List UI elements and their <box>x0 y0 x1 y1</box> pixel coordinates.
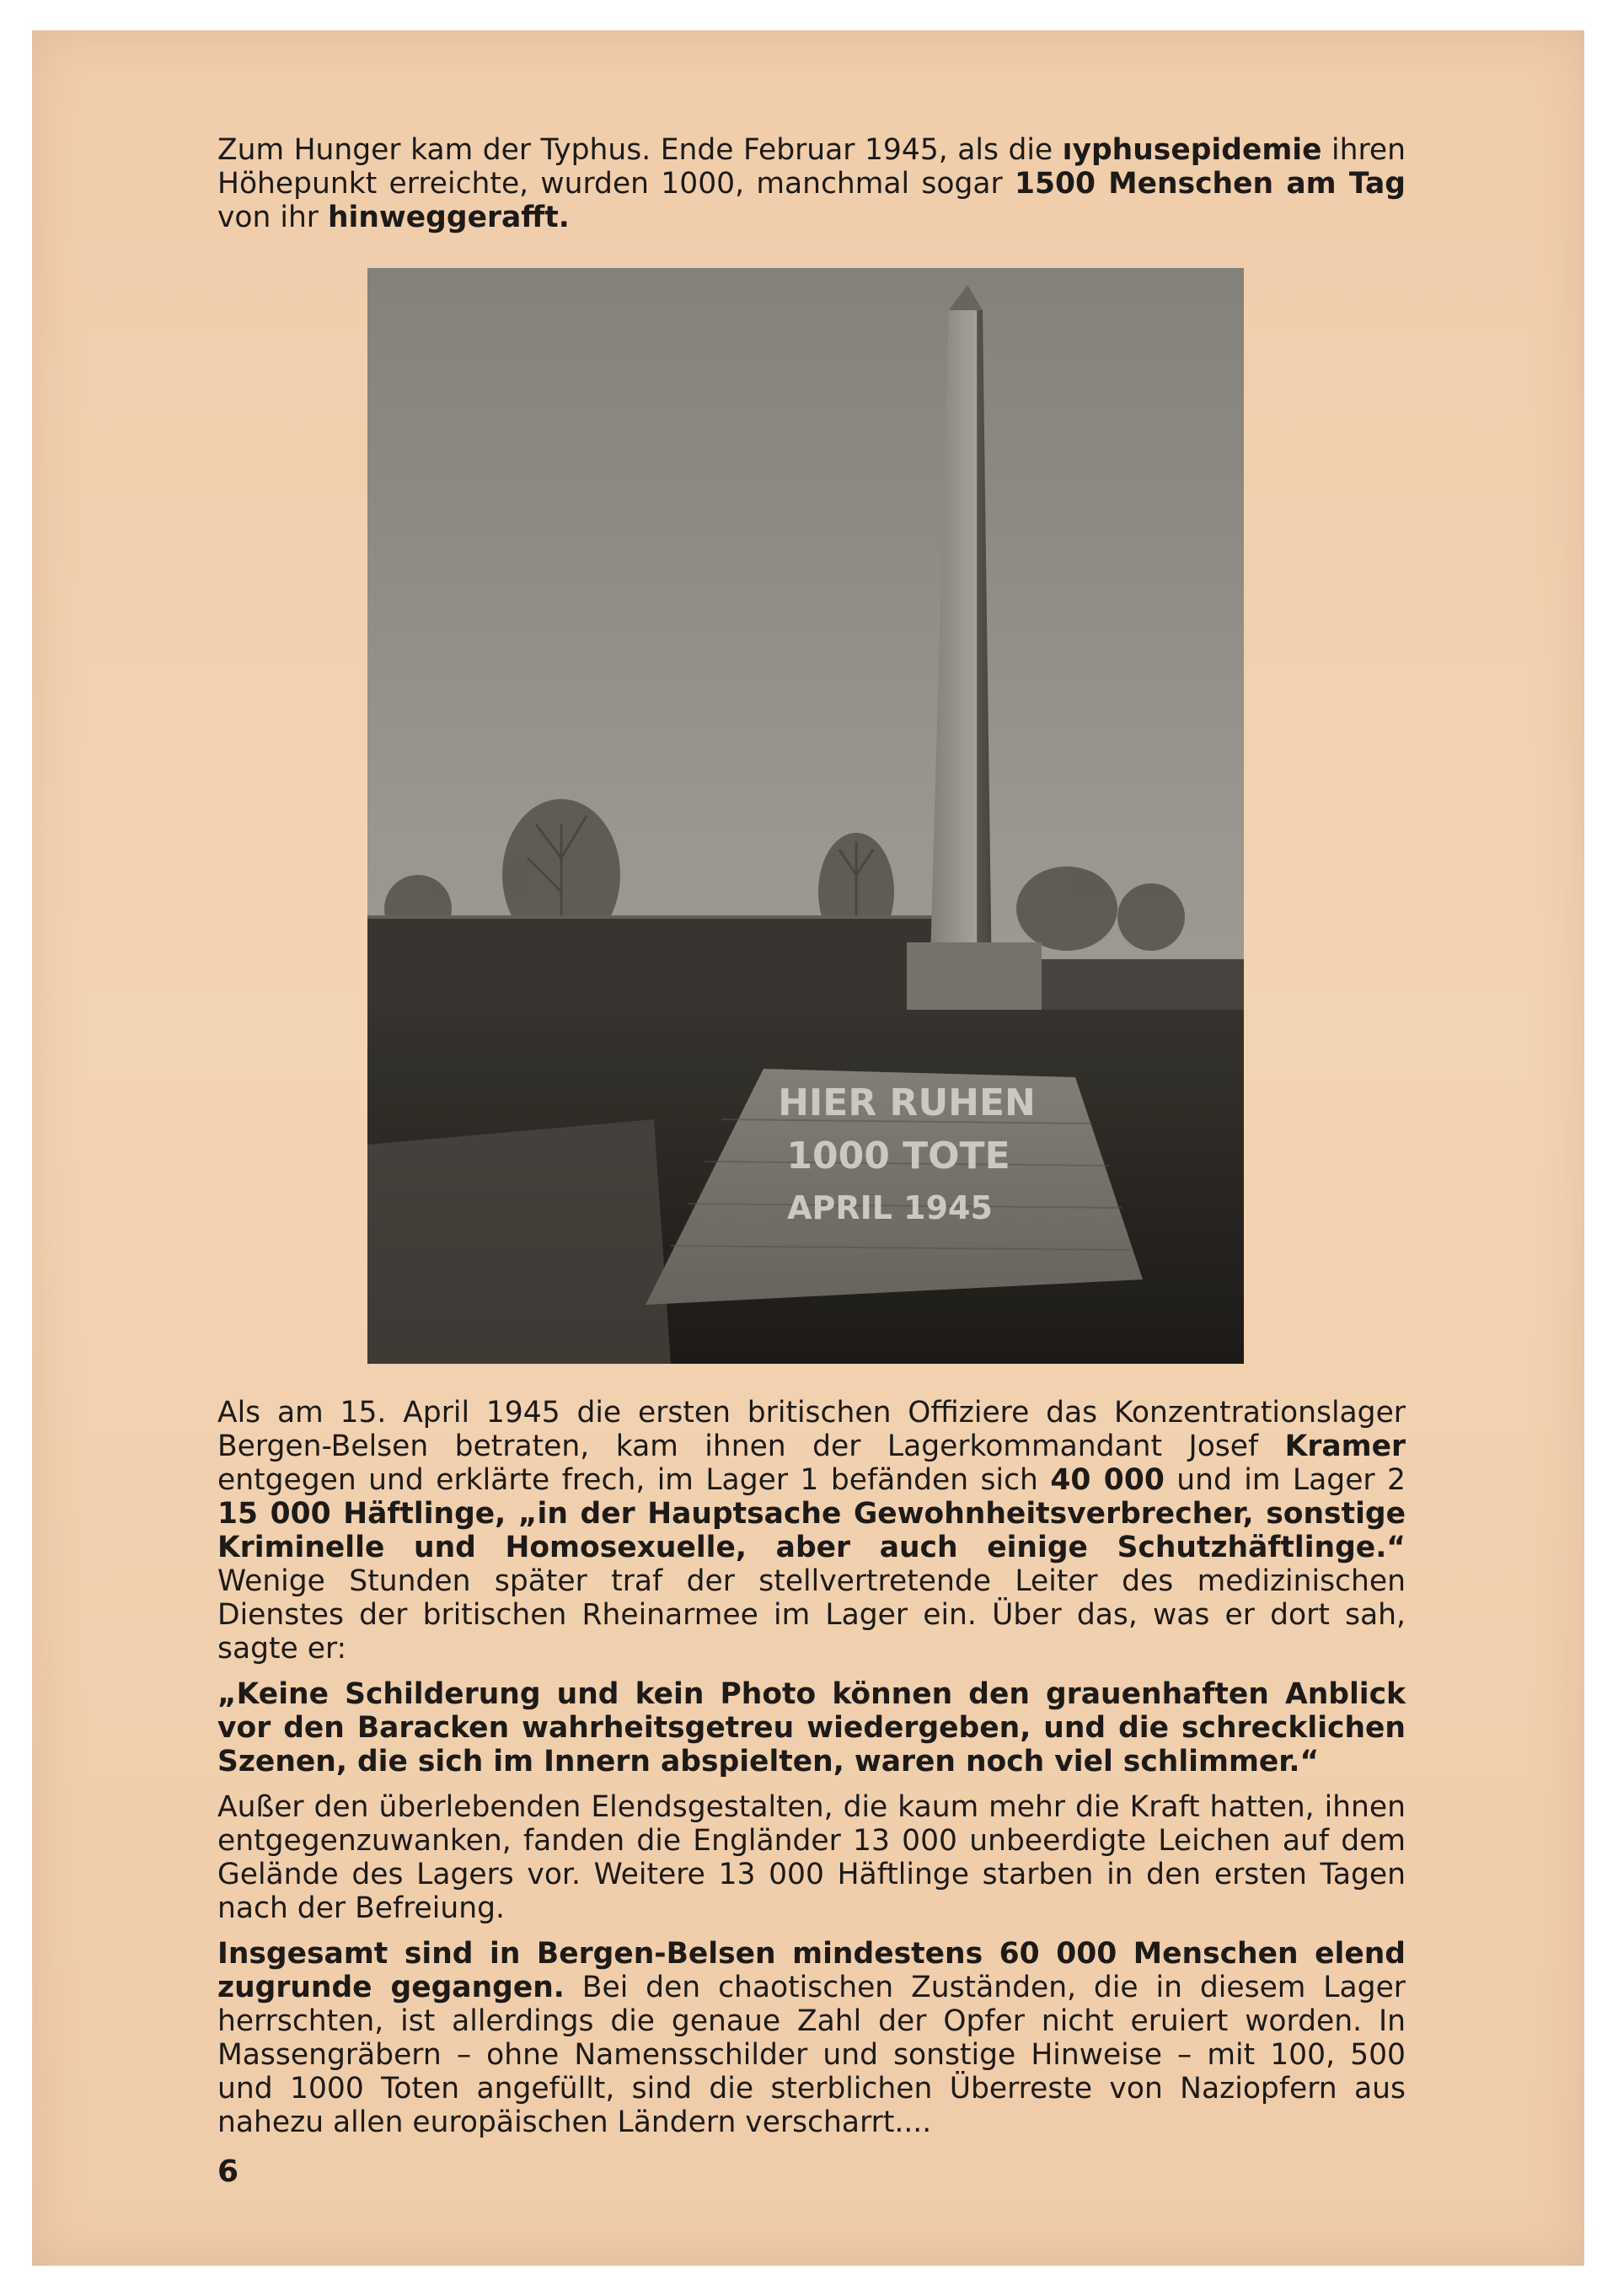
intro-bold-2: 1500 Menschen am Tag <box>1014 167 1406 201</box>
kramer-text-4: Wenige Stunden später traf der stellvertretende Leiter des medizinischen Dienstes der britischen Rheinarmee im Lager ein. Über das, was er dort sah, sagte er: <box>217 1564 1406 1666</box>
intro-bold-3: hinweggerafft. <box>327 201 570 234</box>
inscription-line-1: HIER RUHEN <box>778 1081 1036 1124</box>
main-text <box>217 1396 1406 2151</box>
total-text: Bei den chaotischen Zuständen, die in diesem Lager herrschten, ist allerdings die genaue Zahl der Opfer nicht eruiert worden. In Massengräbern – ohne Namensschilder und sonstige Hinweise – mit 100, 500 und 1000 Toten angefüllt, sind die sterblichen Überreste von Naziopfern aus nahezu allen europäischen Ländern verscharrt.... <box>217 1971 1406 2139</box>
memorial-photo <box>367 268 1244 1364</box>
intro-text-1: Zum Hunger kam der Typhus. Ende Februar 1945, als die <box>217 133 1063 167</box>
kramer-bold-quote: 15 000 Häftlinge, „in der Hauptsache Gewohnheitsverbrecher, sonstige Kriminelle und Homosexuelle, aber auch einige Schutzhäftlinge.“ <box>217 1497 1406 1564</box>
intro-paragraph <box>217 133 1406 234</box>
intro-text-3: von ihr <box>217 201 328 234</box>
kramer-text-1: Als am 15. April 1945 die ersten britischen Offiziere das Konzentrationslager Bergen-Belsen betraten, kam ihnen der Lagerkommandant Josef <box>217 1396 1406 1463</box>
page-number: 6 <box>217 2154 239 2189</box>
kramer-text-2: entgegen und erklärte frech, im Lager 1 befänden sich <box>217 1463 1051 1497</box>
intro-text-2: ihren Höhepunkt erreichte, wurden 1000, manchmal sogar <box>217 133 1406 201</box>
paragraph-survivors: Außer den überlebenden Elendsgestalten, die kaum mehr die Kraft hatten, ihnen entgegenzuwanken, fanden die Engländer 13 000 unbeerdigte Leichen auf dem Gelände des Lagers vor. Weitere 13 000 Häftlinge starben in den ersten Tagen nach der Befreiung. <box>217 1790 1406 1925</box>
memorial-photo-image <box>367 268 1244 1364</box>
inscription-line-3: APRIL 1945 <box>787 1189 993 1226</box>
kramer-bold-name: Kramer <box>1284 1430 1406 1463</box>
total-bold: Insgesamt sind in Bergen-Belsen mindestens 60 000 Menschen elend zugrunde gegangen. <box>217 1937 1406 2004</box>
quote-paragraph: „Keine Schilderung und kein Photo können den grauenhaften Anblick vor den Baracken wahrheitsgetreu wiedergeben, und die schrecklichen Szenen, die sich im Innern abspielten, waren noch viel schlimmer.“ <box>217 1677 1406 1778</box>
paragraph-total <box>217 1937 1406 2139</box>
kramer-text-3: und im Lager 2 <box>1164 1463 1406 1497</box>
paragraph-kramer <box>217 1396 1406 1666</box>
intro-bold-1: ıyphusepidemie <box>1062 133 1322 167</box>
inscription-line-2: 1000 TOTE <box>786 1135 1010 1178</box>
kramer-bold-count-1: 40 000 <box>1050 1463 1165 1497</box>
